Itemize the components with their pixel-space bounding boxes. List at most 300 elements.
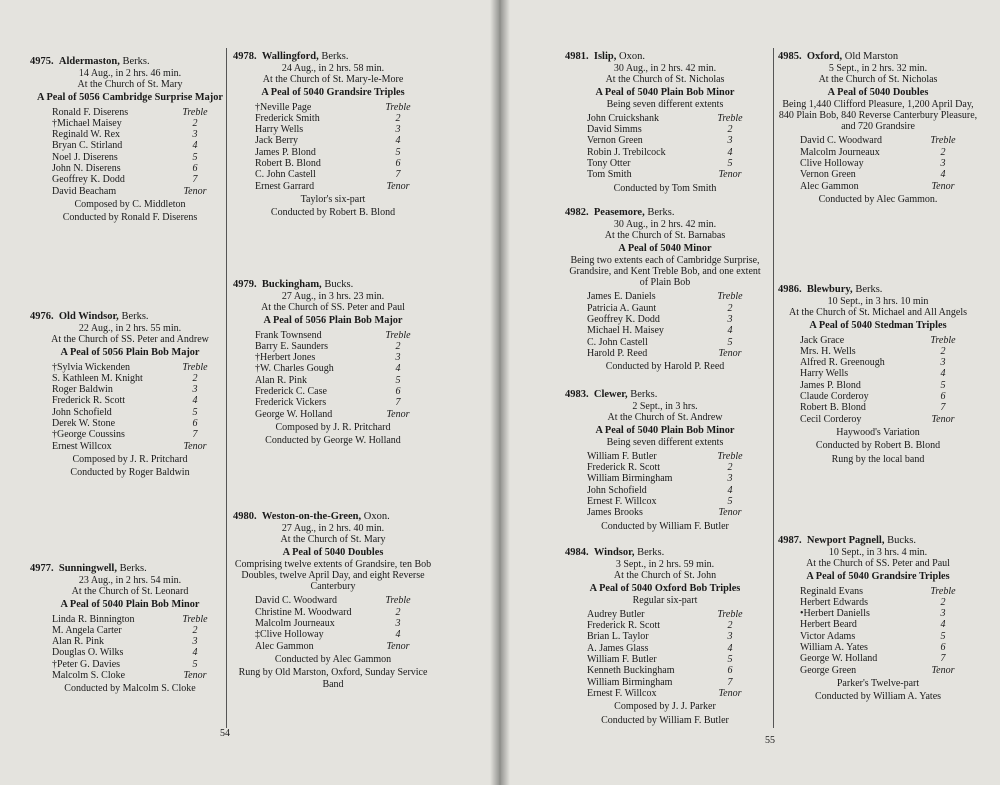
peal-church: At the Church of SS. Peter and Paul — [261, 302, 405, 314]
ringer-name: Malcolm Journeaux — [255, 618, 335, 630]
peal-entry — [778, 534, 978, 703]
ringer-name: ‡Clive Holloway — [255, 629, 324, 641]
ringer-row — [52, 395, 212, 406]
peal-date: 10 Sept., in 3 hrs. 4 min. — [828, 547, 928, 558]
ringer-name: Reginald Evans — [800, 585, 864, 597]
peal-church: At the Church of St. Barnabas — [604, 230, 726, 242]
ringer-row — [52, 163, 212, 174]
bell-number: 6 — [395, 158, 401, 170]
ringer-list — [800, 586, 960, 676]
ringer-name: Geoffrey K. Dodd — [52, 174, 125, 186]
ringer-name: Tom Smith — [587, 169, 632, 181]
ringer-name: George W. Holland — [255, 408, 333, 420]
ringer-name: Frederick R. Scott — [52, 395, 126, 407]
bell-number: 4 — [727, 146, 733, 158]
peal-date: 10 Sept., in 3 hrs. 10 min — [827, 296, 929, 307]
ringer-name: Christine M. Woodward — [255, 606, 352, 618]
ringer-name: Victor Adams — [800, 630, 856, 642]
ringer-row — [587, 688, 747, 699]
ringer-row — [52, 614, 212, 625]
bell-number: Treble — [717, 608, 743, 620]
peal-church: At the Church of St. John — [613, 570, 717, 582]
ringer-row — [255, 363, 415, 374]
ringer-name: Malcolm Journeaux — [800, 146, 880, 158]
ringer-name: Robert B. Blond — [255, 158, 321, 170]
ringer-name: William F. Butler — [587, 450, 657, 462]
bell-number: Treble — [717, 112, 743, 124]
ringer-row — [587, 147, 747, 158]
peal-county: Old Marston — [844, 51, 899, 62]
peal-place: Newport Pagnell, — [806, 535, 885, 546]
bell-number: 6 — [395, 386, 401, 398]
ringer-name: William Birmingham — [587, 473, 673, 485]
ringer-row — [587, 337, 747, 348]
peal-number: 4978. — [233, 51, 257, 62]
peal-title: A Peal of 5040 Grandsire Triples — [806, 570, 950, 582]
ringer-list — [800, 335, 960, 425]
ringer-name: Clive Holloway — [800, 158, 864, 170]
peal-date: 14 Aug., in 2 hrs. 46 min. — [78, 68, 182, 79]
peal-church: At the Church of St. Leonard — [71, 586, 189, 598]
entry-heading — [778, 283, 978, 296]
ringer-row — [52, 174, 212, 185]
peal-note: Conducted by Harold P. Reed — [605, 361, 725, 373]
ringer-list — [255, 330, 415, 420]
ringer-row — [255, 352, 415, 363]
ringer-row — [52, 429, 212, 440]
ringer-name: Geoffrey K. Dodd — [587, 314, 660, 326]
ringer-name: Douglas O. Wilks — [52, 647, 124, 659]
ringer-name: George Green — [800, 664, 857, 676]
ringer-name: David Beacham — [52, 185, 117, 197]
ringer-row — [52, 407, 212, 418]
ringer-name: †Herbert Jones — [255, 352, 316, 364]
ringer-row — [52, 625, 212, 636]
ringer-name: John Schofield — [52, 406, 112, 418]
peal-description: Being 1,440 Clifford Pleasure, 1,200 April Day, 840 Plain Bob, 840 Reverse Canterbury Pleasure, and 720 Grandsire — [778, 98, 978, 133]
bell-number: 2 — [940, 596, 946, 608]
ringer-row — [800, 653, 960, 664]
entry-heading — [30, 562, 230, 575]
ringer-row — [800, 586, 960, 597]
ringer-row — [52, 362, 212, 373]
ringer-row — [52, 384, 212, 395]
ringer-name: Claude Corderoy — [800, 391, 869, 403]
ringer-row — [52, 373, 212, 384]
peal-county: Berks. — [855, 284, 883, 295]
ringer-row — [587, 314, 747, 325]
peal-church: At the Church of St. Nicholas — [818, 74, 938, 86]
peal-title: A Peal of 5040 Stedman Triples — [809, 319, 947, 331]
peal-note: Conducted by Alec Gammon — [274, 653, 392, 665]
ringer-name: Jack Berry — [255, 135, 299, 147]
peal-date: 3 Sept., in 2 hrs. 59 min. — [615, 559, 715, 570]
bell-number: 7 — [192, 429, 198, 441]
ringer-name: Audrey Butler — [587, 608, 645, 620]
ringer-name: Kenneth Buckingham — [587, 665, 675, 677]
peal-church: At the Church of St. Nicholas — [605, 74, 725, 86]
peal-county: Oxon. — [618, 51, 645, 62]
ringer-name: Robert B. Blond — [800, 402, 866, 414]
ringer-row — [255, 409, 415, 420]
peal-note: Conducted by Ronald F. Diserens — [62, 212, 198, 224]
peal-date: 24 Aug., in 2 hrs. 58 min. — [281, 63, 385, 74]
ringer-row — [255, 607, 415, 618]
ringer-name: Frederick R. Scott — [587, 462, 661, 474]
peal-title: A Peal of 5040 Minor — [618, 242, 712, 254]
ringer-row — [255, 618, 415, 629]
bell-number: 2 — [192, 372, 198, 384]
ringer-name: Cecil Corderoy — [800, 413, 862, 425]
bell-number: Tenor — [386, 180, 410, 192]
ringer-name: Ernest Willcox — [52, 440, 112, 452]
entry-heading — [30, 310, 230, 323]
entry-heading — [233, 510, 433, 523]
entry-heading — [565, 206, 765, 219]
ringer-name: Harold P. Reed — [587, 347, 648, 359]
ringer-row — [255, 330, 415, 341]
peal-county: Bucks. — [887, 535, 916, 546]
bell-number: 4 — [940, 169, 946, 181]
peal-entry — [233, 510, 433, 690]
peal-church: At the Church of St. Mary-le-More — [262, 74, 404, 86]
ringer-row — [52, 441, 212, 452]
bell-number: 7 — [727, 676, 733, 688]
bell-number: 4 — [192, 140, 198, 152]
peal-title: A Peal of 5040 Doubles — [282, 546, 384, 558]
peal-entry — [565, 546, 765, 726]
ringer-row — [52, 659, 212, 670]
ringer-name: Ernest Garrard — [255, 180, 315, 192]
peal-church: At the Church of St. Michael and All Angels — [788, 307, 968, 319]
ringer-row — [255, 386, 415, 397]
peal-place: Buckingham, — [261, 279, 322, 290]
ringer-name: James Brooks — [587, 507, 643, 519]
bell-number: 2 — [192, 117, 198, 129]
bell-number: 3 — [395, 124, 401, 136]
ringer-list — [255, 102, 415, 192]
peal-entry — [233, 50, 433, 219]
peal-note: Conducted by William F. Butler — [601, 520, 729, 532]
bell-number: 2 — [940, 146, 946, 158]
peal-date: 2 Sept., in 3 hrs. — [632, 401, 698, 412]
peal-entry — [778, 283, 978, 465]
ringer-row — [587, 473, 747, 484]
peal-county: Berks. — [637, 547, 665, 558]
bell-number: Tenor — [931, 664, 955, 676]
peal-date: 23 Aug., in 2 hrs. 54 min. — [78, 575, 182, 586]
peal-county: Berks. — [122, 56, 150, 67]
ringer-row — [800, 414, 960, 425]
bell-number: 4 — [395, 629, 401, 641]
ringer-name: Linda R. Binnington — [52, 613, 135, 625]
ringer-name: Alan R. Pink — [255, 374, 307, 386]
ringer-row — [800, 147, 960, 158]
ringer-row — [800, 597, 960, 608]
entry-heading — [233, 278, 433, 291]
ringer-name: Robin J. Trebilcock — [587, 146, 666, 158]
entry-heading — [565, 388, 765, 401]
ringer-row — [587, 462, 747, 473]
ringer-row — [52, 129, 212, 140]
peal-number: 4982. — [565, 207, 589, 218]
ringer-row — [587, 677, 747, 688]
bell-number: 4 — [727, 325, 733, 337]
peal-title: A Peal of 5056 Plain Bob Major — [60, 346, 200, 358]
bell-number: 3 — [192, 636, 198, 648]
peal-note: Haywood's Variation — [836, 426, 920, 438]
peal-title: A Peal of 5040 Plain Bob Minor — [595, 86, 735, 98]
ringer-name: James E. Daniels — [587, 291, 656, 303]
bell-number: Treble — [717, 291, 743, 303]
peal-church: At the Church of St. Mary — [280, 534, 386, 546]
bell-number: 7 — [940, 653, 946, 665]
ringer-name: Harry Wells — [800, 368, 849, 380]
peal-note: Composed by J. R. Pritchard — [72, 453, 188, 465]
column-rule — [773, 48, 774, 728]
bell-number: Tenor — [183, 670, 207, 682]
page-number-right: 55 — [765, 735, 775, 746]
ringer-name: C. John Castell — [255, 169, 316, 181]
bell-number: 2 — [395, 112, 401, 124]
ringer-row — [52, 418, 212, 429]
ringer-row — [587, 507, 747, 518]
peal-note: Conducted by George W. Holland — [265, 435, 401, 447]
ringer-row — [587, 643, 747, 654]
bell-number: 4 — [940, 368, 946, 380]
ringer-name: †Sylvia Wickenden — [52, 361, 131, 373]
book-gutter — [490, 0, 510, 785]
peal-entry — [233, 278, 433, 447]
ringer-name: C. John Castell — [587, 336, 648, 348]
bell-number: 4 — [727, 484, 733, 496]
ringer-row — [255, 181, 415, 192]
ringer-name: Alec Gammon — [800, 180, 859, 192]
peal-entry — [30, 562, 230, 695]
bell-number: 3 — [940, 608, 946, 620]
peal-place: Sunningwell, — [58, 563, 117, 574]
ringer-row — [800, 135, 960, 146]
peal-title: A Peal of 5056 Plain Bob Major — [263, 314, 403, 326]
ringer-name: †W. Charles Gough — [255, 363, 334, 375]
peal-place: Windsor, — [593, 547, 635, 558]
bell-number: 3 — [940, 158, 946, 170]
ringer-row — [800, 335, 960, 346]
ringer-row — [52, 186, 212, 197]
bell-number: 5 — [727, 158, 733, 170]
ringer-name: Frederick C. Case — [255, 386, 327, 398]
peal-description: Being seven different extents — [606, 98, 724, 110]
peal-description: Comprising twelve extents of Grandsire, ten Bob Doubles, twelve April Day, and eight Reverse Canterbury — [234, 558, 432, 593]
peal-number: 4976. — [30, 311, 54, 322]
peal-place: Islip, — [593, 51, 617, 62]
bell-number: 3 — [395, 352, 401, 364]
bell-number: Treble — [930, 585, 956, 597]
ringer-name: Vernon Green — [587, 135, 643, 147]
ringer-name: John N. Diserens — [52, 163, 121, 175]
ringer-row — [587, 135, 747, 146]
peal-county: Berks. — [321, 51, 349, 62]
bell-number: 3 — [192, 384, 198, 396]
bell-number: Tenor — [718, 687, 742, 699]
bell-number: 6 — [192, 163, 198, 175]
peal-place: Weston-on-the-Green, — [261, 511, 362, 522]
bell-number: 5 — [192, 151, 198, 163]
bell-number: Treble — [930, 334, 956, 346]
peal-note: Conducted by William F. Butler — [601, 714, 729, 726]
ringer-name: Michael H. Maisey — [587, 325, 664, 337]
ringer-row — [255, 102, 415, 113]
ringer-row — [255, 375, 415, 386]
peal-date: 30 Aug., in 2 hrs. 42 min. — [613, 63, 717, 74]
ringer-row — [255, 595, 415, 606]
peal-place: Old Windsor, — [58, 311, 119, 322]
ringer-row — [255, 124, 415, 135]
ringer-name: Herbert Edwards — [800, 596, 869, 608]
peal-county: Bucks. — [324, 279, 354, 290]
peal-place: Peasemore, — [593, 207, 645, 218]
ringer-name: James P. Blond — [255, 146, 316, 158]
ringer-row — [587, 124, 747, 135]
ringer-name: •Herbert Daniells — [800, 608, 870, 620]
bell-number: 3 — [727, 135, 733, 147]
ringer-name: Reginald W. Rex — [52, 129, 121, 141]
ringer-name: Derek W. Stone — [52, 418, 116, 430]
ringer-name: Brian L. Taylor — [587, 631, 649, 643]
bell-number: 7 — [395, 169, 401, 181]
bell-number: Treble — [385, 101, 411, 113]
bell-number: 4 — [192, 647, 198, 659]
ringer-row — [800, 158, 960, 169]
ringer-name: †Peter G. Davies — [52, 658, 121, 670]
ringer-name: Alec Gammon — [255, 640, 314, 652]
peal-note: Rung by the local band — [831, 453, 925, 465]
bell-number: 2 — [395, 606, 401, 618]
peal-number: 4975. — [30, 56, 54, 67]
ringer-row — [587, 325, 747, 336]
ringer-name: †Michael Maisey — [52, 117, 122, 129]
bell-number: Tenor — [183, 185, 207, 197]
peal-title: A Peal of 5040 Doubles — [827, 86, 929, 98]
ringer-row — [800, 380, 960, 391]
bell-number: 2 — [727, 462, 733, 474]
peal-note: Taylor's six-part — [300, 193, 366, 205]
bell-number: Treble — [182, 106, 208, 118]
peal-note: Parker's Twelve-part — [836, 677, 920, 689]
bell-number: Treble — [717, 450, 743, 462]
bell-number: 4 — [395, 135, 401, 147]
bell-number: 2 — [940, 345, 946, 357]
peal-title: A Peal of 5040 Plain Bob Minor — [595, 424, 735, 436]
bell-number: 6 — [940, 642, 946, 654]
bell-number: Treble — [182, 361, 208, 373]
bell-number: 4 — [395, 363, 401, 375]
bell-number: 4 — [940, 619, 946, 631]
ringer-name: †Neville Page — [255, 101, 312, 113]
bell-number: Treble — [930, 135, 956, 147]
ringer-name: James P. Blond — [800, 379, 861, 391]
ringer-name: Patricia A. Gaunt — [587, 302, 657, 314]
peal-county: Berks. — [121, 311, 149, 322]
ringer-name: John Schofield — [587, 484, 647, 496]
ringer-row — [800, 181, 960, 192]
entry-heading — [565, 546, 765, 559]
ringer-list — [587, 113, 747, 181]
ringer-row — [800, 169, 960, 180]
ringer-name: William F. Butler — [587, 654, 657, 666]
ringer-name: Malcolm S. Cloke — [52, 670, 126, 682]
ringer-name: Ronald F. Diserens — [52, 106, 129, 118]
peal-date: 27 Aug., in 3 hrs. 23 min. — [281, 291, 385, 302]
peal-church: At the Church of St. Mary — [77, 79, 183, 91]
ringer-row — [587, 158, 747, 169]
bell-number: 6 — [727, 665, 733, 677]
ringer-row — [587, 169, 747, 180]
ringer-list — [52, 362, 212, 452]
ringer-row — [587, 631, 747, 642]
entry-heading — [778, 50, 978, 63]
peal-note: Conducted by Alec Gammon. — [818, 193, 938, 205]
bell-number: 5 — [727, 496, 733, 508]
bell-number: 3 — [727, 314, 733, 326]
ringer-row — [255, 113, 415, 124]
ringer-row — [800, 346, 960, 357]
peal-church: At the Church of SS. Peter and Andrew — [51, 334, 209, 346]
bell-number: 5 — [940, 630, 946, 642]
bell-number: 5 — [940, 379, 946, 391]
peal-number: 4986. — [778, 284, 802, 295]
ringer-row — [587, 291, 747, 302]
ringer-row — [800, 665, 960, 676]
ringer-name: Alfred R. Greenough — [800, 357, 885, 369]
ringer-row — [52, 647, 212, 658]
ringer-name: Bryan C. Stirland — [52, 140, 123, 152]
ringer-name: M. Angela Carter — [52, 624, 122, 636]
bell-number: Treble — [182, 613, 208, 625]
peal-note: Conducted by Robert B. Blond — [815, 440, 941, 452]
ringer-row — [255, 135, 415, 146]
ringer-row — [800, 642, 960, 653]
peal-title: A Peal of 5040 Grandsire Triples — [261, 86, 405, 98]
ringer-name: Noel J. Diserens — [52, 151, 118, 163]
ringer-row — [52, 107, 212, 118]
ringer-row — [255, 641, 415, 652]
ringer-row — [587, 654, 747, 665]
ringer-row — [255, 169, 415, 180]
peal-description: Regular six-part — [632, 594, 698, 606]
peal-date: 30 Aug., in 2 hrs. 42 min. — [613, 219, 717, 230]
bell-number: 3 — [192, 129, 198, 141]
bell-number: 2 — [395, 340, 401, 352]
peal-title: A Peal of 5040 Oxford Bob Triples — [589, 582, 741, 594]
bell-number: Tenor — [183, 440, 207, 452]
bell-number: 4 — [727, 642, 733, 654]
ringer-row — [800, 391, 960, 402]
peal-date: 22 Aug., in 2 hrs. 55 min. — [78, 323, 182, 334]
ringer-name: John Cruickshank — [587, 112, 659, 124]
ringer-row — [800, 619, 960, 630]
ringer-list — [52, 107, 212, 197]
peal-entry — [30, 310, 230, 479]
bell-number: 5 — [192, 658, 198, 670]
peal-number: 4981. — [565, 51, 589, 62]
ringer-name: Ernest F. Willcox — [587, 496, 657, 508]
peal-note: Composed by J. R. Pritchard — [275, 421, 391, 433]
peal-note: Conducted by Malcolm S. Cloke — [64, 683, 196, 695]
ringer-row — [255, 158, 415, 169]
bell-number: 3 — [940, 357, 946, 369]
ringer-name: David Simms — [587, 124, 642, 136]
